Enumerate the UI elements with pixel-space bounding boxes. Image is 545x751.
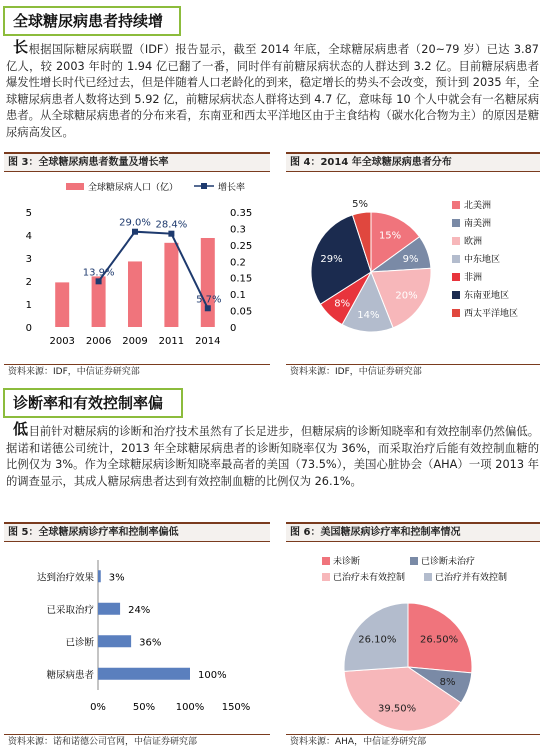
- region-slice-label: 9%: [402, 253, 419, 265]
- growth-marker: [168, 231, 174, 237]
- legend-label: 已治疗未有效控制: [333, 573, 406, 583]
- figure-3-header: [4, 152, 270, 172]
- legend-line-label: 增长率: [218, 183, 246, 193]
- x-tick-label: 50%: [132, 702, 156, 713]
- y-tick-label: 已采取治疗: [46, 604, 94, 616]
- section-title-text: 全球糖尿病患者持续增长: [13, 12, 164, 56]
- growth-marker: [205, 305, 211, 311]
- growth-paragraph: 根据国际糖尿病联盟（IDF）报告显示，截至 2014 年底，全球糖尿病患者（20~79 岁）已达 3.87 亿人，较 2003 年时的 1.94 亿已翻了一番，同时伴有前糖尿病状态的人群达到 3.2 亿。目前糖尿病患者爆发性增长时代已经过去，但是伴随着人口老龄化的到来，稳定增长的势头不会改变，预计到 2035 年，全球糖尿病患者人数将达到 5.92 亿，前糖尿病状态人群将达到 4.7 亿，意味每 10 个人中就会有一名糖尿病患者。从全球糖尿病患者的分布来看，东南亚和西太平洋地区由于主食结构（碳水化合物为主）的原因是糖尿病高发区。: [6, 43, 539, 139]
- legend-label: 已诊断未治疗: [421, 557, 476, 567]
- y-right-tick-label: 0.3: [230, 224, 246, 236]
- y-left-tick-label: 0: [25, 323, 32, 334]
- section-title-growth: [3, 6, 181, 56]
- growth-data-label: 28.4%: [155, 219, 188, 231]
- figure-6-source-text: 资料来源：AHA，中信证券研究部: [290, 737, 427, 747]
- figure-4-chart: [286, 172, 540, 362]
- us-status-slice-label: 8%: [439, 677, 456, 689]
- growth-data-label: 5.7%: [196, 294, 222, 306]
- legend-label: 南美洲: [464, 219, 492, 229]
- legend-label: 非洲: [464, 273, 483, 283]
- hbar: [98, 635, 131, 647]
- us-status-slice-label: 26.50%: [419, 634, 459, 646]
- figure-3-title: 图 3：全球糖尿病患者数量及增长率: [8, 157, 169, 168]
- figure-4-source: [286, 364, 540, 380]
- figure-5-chart: [4, 542, 270, 732]
- x-tick-label: 2009: [122, 336, 148, 347]
- legend-bar-swatch: [66, 183, 84, 190]
- legend-swatch: [452, 255, 460, 263]
- region-slice-label: 29%: [320, 253, 343, 265]
- region-slice-label: 20%: [395, 290, 418, 302]
- y-tick-label: 糖尿病患者: [46, 669, 94, 681]
- figure-3-svg: [4, 172, 270, 362]
- region-slice-label: 14%: [357, 309, 380, 321]
- us-status-slice-label: 26.10%: [358, 634, 397, 646]
- y-tick-label: 已诊断: [65, 637, 94, 649]
- legend-label: 中东地区: [464, 255, 501, 265]
- y-right-tick-label: 0.15: [230, 273, 253, 285]
- legend-label: 西太平洋地区: [464, 309, 519, 319]
- legend-swatch: [452, 237, 460, 245]
- x-tick-label: 150%: [221, 702, 251, 713]
- y-right-tick-label: 0: [230, 323, 237, 334]
- legend-bar-label: 全球糖尿病人口（亿）: [88, 183, 179, 193]
- figure-6-header: [286, 522, 540, 542]
- figure-6-title: 图 6：美国糖尿病诊疗率和控制率情况: [290, 527, 461, 538]
- hbar-data-label: 36%: [139, 637, 162, 649]
- y-left-tick-label: 5: [25, 208, 32, 219]
- figure-5-svg: [4, 542, 270, 732]
- legend-swatch: [322, 557, 330, 565]
- hbar: [98, 668, 190, 680]
- y-left-tick-label: 2: [25, 277, 32, 288]
- figure-5-source: [4, 734, 270, 750]
- growth-data-label: 29.0%: [119, 217, 151, 229]
- section-title-text: 诊断率和有效控制率偏低: [13, 394, 164, 438]
- figure-4-source-text: 资料来源：IDF，中信证券研究部: [290, 367, 422, 377]
- region-slice-label: 8%: [334, 298, 351, 310]
- figure-6-svg: [286, 542, 540, 732]
- legend-swatch: [452, 309, 460, 317]
- legend-label: 东南亚地区: [464, 291, 510, 301]
- growth-marker: [96, 278, 102, 284]
- legend-swatch: [424, 573, 432, 581]
- bar: [201, 238, 215, 327]
- figure-4-header: [286, 152, 540, 172]
- hbar-data-label: 3%: [108, 572, 125, 584]
- region-slice-label: 5%: [352, 198, 368, 210]
- us-status-slice-label: 39.50%: [377, 703, 417, 715]
- hbar: [98, 603, 120, 615]
- hbar-data-label: 100%: [198, 669, 227, 681]
- y-right-tick-label: 0.35: [230, 208, 253, 219]
- y-right-tick-label: 0.05: [230, 306, 253, 318]
- legend-swatch: [322, 573, 330, 581]
- y-left-tick-label: 1: [25, 300, 32, 311]
- figure-5-header: [4, 522, 270, 542]
- hbar: [98, 570, 101, 582]
- legend-label: 已治疗并有效控制: [435, 573, 508, 583]
- legend-label: 北美洲: [464, 201, 492, 211]
- legend-swatch: [452, 273, 460, 281]
- diagnosis-paragraph: 目前针对糖尿病的诊断和治疗技术虽然有了长足进步，但糖尿病的诊断知晓率和有效控制率仍然偏低。据诺和诺德公司统计，2013 年全球糖尿病患者的诊断知晓率仅为 36%，而采取治疗后能有效控制血糖的比例仅为 3%。作为全球糖尿病诊断知晓率最高者的美国（73.5%），美国心脏协会（AHA）一项 2013 年的调查显示，其成人糖尿病患者达到有效控制血糖的比例仅为 26.1%。: [6, 425, 539, 488]
- legend-line-marker: [201, 183, 207, 189]
- x-tick-label: 0%: [90, 702, 106, 713]
- region-slice-label: 15%: [378, 230, 402, 242]
- legend-label: 未诊断: [333, 557, 361, 567]
- bar: [55, 282, 69, 327]
- legend-label: 欧洲: [464, 237, 483, 247]
- y-right-tick-label: 0.2: [230, 257, 246, 269]
- figure-4-svg: [286, 172, 540, 362]
- y-left-tick-label: 4: [25, 231, 32, 242]
- y-right-tick-label: 0.1: [230, 290, 246, 302]
- growth-data-label: 13.9%: [82, 267, 115, 279]
- x-tick-label: 2011: [158, 336, 185, 347]
- legend-swatch: [452, 201, 460, 209]
- x-tick-label: 2006: [85, 336, 112, 347]
- bar: [164, 243, 178, 327]
- section-title-diagnosis: [3, 388, 183, 438]
- figure-3-chart: [4, 172, 270, 362]
- figure-6-chart: [286, 542, 540, 732]
- figure-5-title: 图 5：全球糖尿病诊疗率和控制率偏低: [8, 527, 179, 538]
- figure-4-title: 图 4：2014 年全球糖尿病患者分布: [290, 157, 452, 168]
- figure-3-source-text: 资料来源：IDF，中信证券研究部: [8, 367, 140, 377]
- legend-swatch: [410, 557, 418, 565]
- legend-swatch: [452, 219, 460, 227]
- hbar-data-label: 24%: [128, 604, 151, 616]
- growth-marker: [132, 229, 138, 235]
- y-left-tick-label: 3: [25, 254, 32, 265]
- legend-swatch: [452, 291, 460, 299]
- figure-5-source-text: 资料来源：诺和诺德公司官网，中信证券研究部: [8, 737, 198, 747]
- x-tick-label: 100%: [175, 702, 205, 713]
- y-right-tick-label: 0.25: [230, 240, 253, 252]
- x-tick-label: 2014: [195, 336, 221, 347]
- bar: [128, 261, 142, 327]
- figure-6-source: [286, 734, 540, 750]
- x-tick-label: 2003: [49, 336, 75, 347]
- figure-3-source: [4, 364, 270, 380]
- growth-line: [99, 232, 208, 309]
- y-tick-label: 达到治疗效果: [36, 572, 94, 584]
